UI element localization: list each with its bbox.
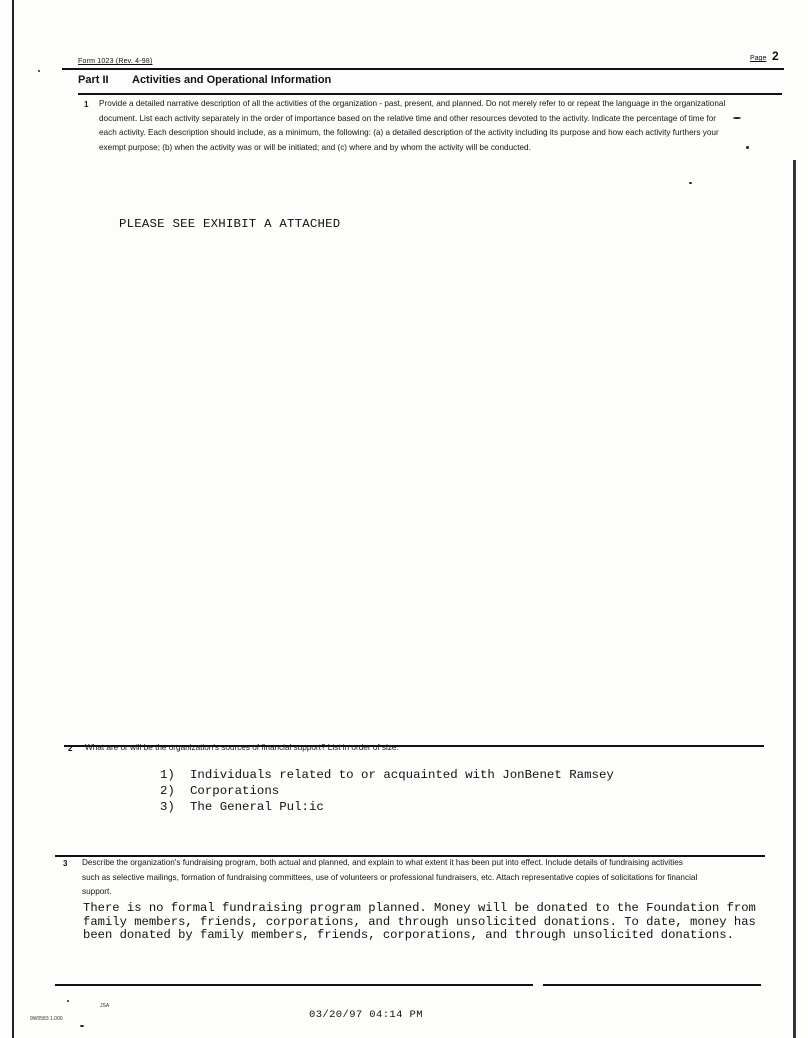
scan-speck — [746, 146, 749, 149]
scan-speck — [733, 117, 741, 119]
form-identifier: Form 1023 (Rev. 4-98) — [78, 58, 153, 65]
list-item-number: 2) — [160, 784, 175, 798]
bottom-rule-left — [55, 984, 533, 986]
part-label: Part II — [78, 74, 109, 86]
question-3-answer: There is no formal fundraising program planned. Money will be donated to the Foundation from family members, friends, corporations, and through unsolicited donations. To date, money has been donated by family members, friends, corporations, and through unsolicited donations. — [83, 901, 756, 943]
footer-code-jsa: JSA — [100, 1003, 110, 1009]
header-rule — [62, 68, 784, 70]
list-item — [160, 799, 614, 815]
scan-speck — [67, 1000, 69, 1002]
question-2-number: 2 — [68, 744, 73, 753]
part-rule — [78, 93, 782, 95]
question-1-text: Provide a detailed narrative description of all the activities of the organization - past, present, and planned. Do not merely refer to or repeat the language in the organizational document. List each activity separately in the order of importance based on the relative time and other resources devoted to the activity. Indicate the percentage of time for each activity. Each description should include, as a minimum, the following: (a) a detailed description of the activity including its purpose and how each activity furthers your exempt purpose; (b) when the activity was or will be initiated; and (c) where and by whom the activity will be conducted. — [99, 99, 726, 152]
scan-edge-right — [793, 160, 796, 1038]
list-item-text: The General Pul:ic — [190, 800, 324, 814]
scan-speck — [80, 1025, 84, 1027]
list-item — [160, 783, 614, 799]
list-item-number: 3) — [160, 800, 175, 814]
question-1-answer: PLEASE SEE EXHIBIT A ATTACHED — [119, 217, 341, 231]
page-label: Page — [750, 55, 767, 62]
part-title: Activities and Operational Information — [132, 74, 332, 86]
page-number: 2 — [772, 49, 779, 63]
scan-edge-left — [12, 0, 14, 1038]
fax-timestamp: 03/20/97 04:14 PM — [309, 1009, 423, 1021]
list-item-text: Corporations — [190, 784, 280, 798]
question-3-text: Describe the organization's fundraising program, both actual and planned, and explain to what extent it has been put into effect. Include details of fundraising activities such as selective mailings, formation of fundraising committees, use of volunteers or professional fundraisers, etc. Attach representative copies of solicitations for financial support. — [82, 858, 698, 897]
bottom-rule-right — [543, 984, 761, 986]
list-item — [160, 767, 614, 783]
scan-speck — [689, 182, 692, 184]
scan-speck — [38, 70, 40, 72]
list-item-number: 1) — [160, 768, 175, 782]
question-1-number: 1 — [84, 100, 89, 109]
financial-sources-list — [160, 767, 614, 815]
list-item-text: Individuals related to or acquainted with JonBenet Ramsey — [190, 768, 614, 782]
footer-code-left: 9W0583 1.000 — [30, 1016, 63, 1022]
question-3-number: 3 — [63, 859, 68, 868]
question-2-text: What are or will be the organization's sources of financial support? List in order of size. — [85, 743, 399, 752]
